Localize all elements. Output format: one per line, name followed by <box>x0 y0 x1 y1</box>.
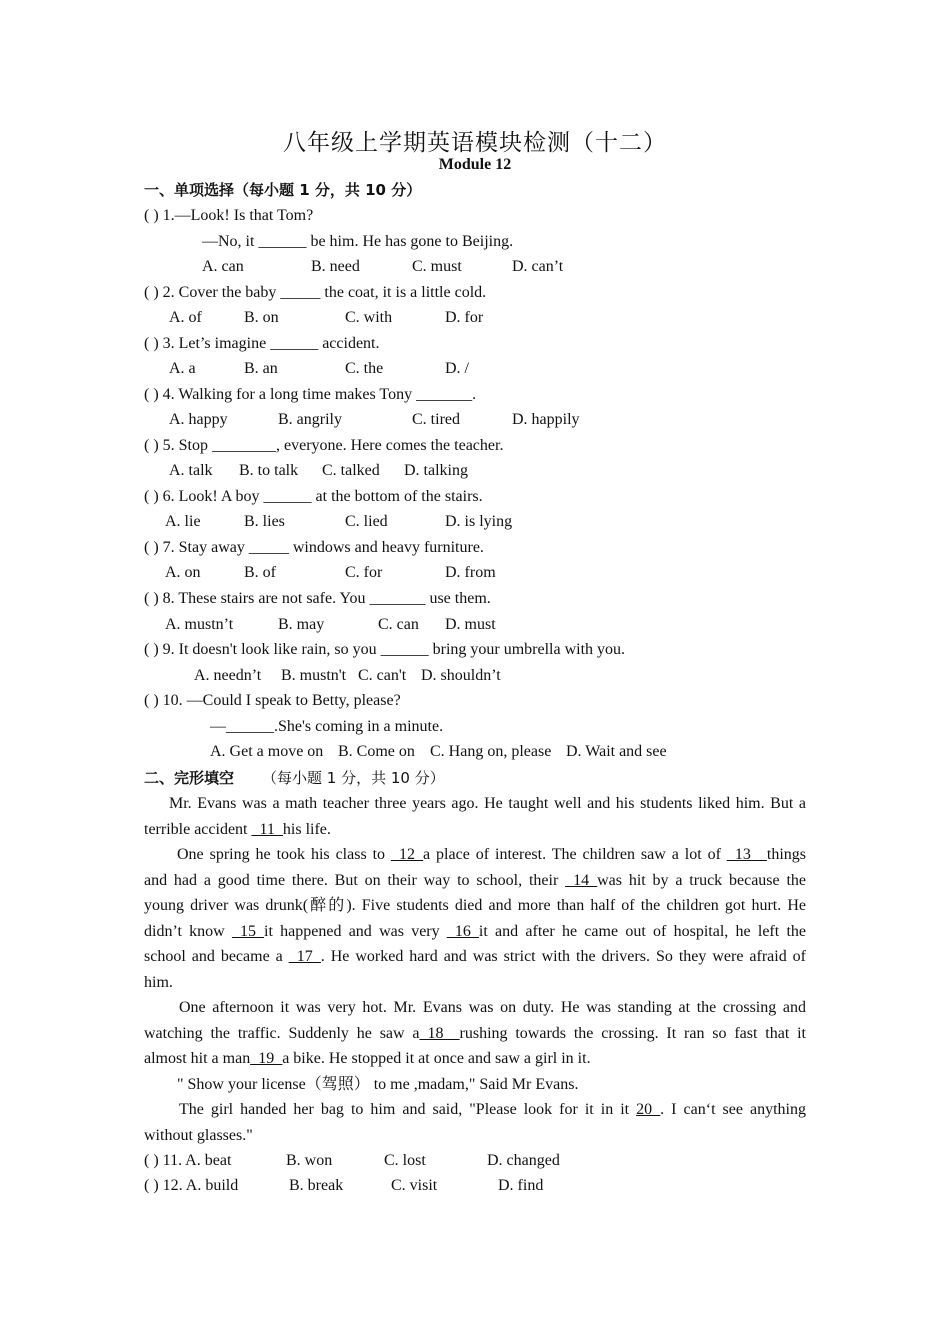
q12-option-b[interactable]: B. break <box>289 1177 344 1194</box>
q5-option-b[interactable]: B. to talk <box>239 462 299 479</box>
q2-option-a[interactable]: A. of <box>169 309 202 326</box>
blank-13[interactable]: _13__ <box>726 846 767 863</box>
question-6-stem: ( ) 6. Look! A boy ______ at the bottom of the stairs. <box>144 488 483 505</box>
q2-option-b[interactable]: B. on <box>244 309 279 326</box>
q11-option-d[interactable]: D. changed <box>487 1152 560 1169</box>
question-2-stem: ( ) 2. Cover the baby _____ the coat, it is a little cold. <box>144 284 487 301</box>
q6-option-a[interactable]: A. lie <box>165 513 201 530</box>
q8-option-d[interactable]: D. must <box>445 616 496 633</box>
passage-line: young driver was drunk(醉的). Five students died and more than half of the children got hurt. He <box>144 897 806 914</box>
q11-option-c[interactable]: C. lost <box>384 1152 426 1169</box>
blank-16[interactable]: _16_ <box>446 922 479 940</box>
q7-option-a[interactable]: A. on <box>165 564 201 581</box>
q10-option-d[interactable]: D. Wait and see <box>566 743 667 760</box>
q9-option-a[interactable]: A. needn’t <box>194 667 262 684</box>
page-title: 八年级上学期英语模块检测（十二） <box>283 130 667 156</box>
question-9-stem: ( ) 9. It doesn't look like rain, so you ______ bring your umbrella with you. <box>144 641 626 658</box>
q9-option-b[interactable]: B. mustn't <box>281 667 347 684</box>
q1-option-d[interactable]: D. can’t <box>512 258 564 275</box>
q11-option-b[interactable]: B. won <box>286 1152 333 1169</box>
blank-11[interactable]: _11_ <box>251 820 283 838</box>
passage-line: The girl handed her bag to him and said, "Please look for it in it 20_. I can‘t see anything <box>179 1101 806 1118</box>
blank-18[interactable]: _18__ <box>419 1024 460 1042</box>
q3-option-c[interactable]: C. the <box>345 360 384 377</box>
section2-heading: 二、完形填空 <box>144 769 235 787</box>
passage-line: " Show your license（驾照） to me ,madam," Said Mr Evans. <box>177 1075 579 1093</box>
blank-12[interactable]: _12_ <box>391 846 423 863</box>
question-1-stem2: —No, it ______ be him. He has gone to Beijing. <box>202 233 514 250</box>
q9-option-d[interactable]: D. shouldn’t <box>421 667 501 684</box>
passage-line: school and became a _17_. He worked hard and was strict with the drivers. So they were afraid of <box>144 948 807 965</box>
section1-heading: 一、单项选择（每小题 1 分，共 10 分） <box>144 181 422 199</box>
q8-option-b[interactable]: B. may <box>278 616 325 633</box>
passage-line: terrible accident _11_his life. <box>144 820 331 838</box>
q5-option-d[interactable]: D. talking <box>404 462 468 479</box>
question-4-stem: ( ) 4. Walking for a long time makes Tony _______. <box>144 386 477 403</box>
blank-20[interactable]: 20_ <box>636 1101 661 1118</box>
cloze-passage <box>144 791 806 1148</box>
q2-option-d[interactable]: D. for <box>445 309 484 326</box>
q3-option-d[interactable]: D. / <box>445 360 469 377</box>
question-8-stem: ( ) 8. These stairs are not safe. You _______ use them. <box>144 590 491 607</box>
q5-option-c[interactable]: C. talked <box>322 462 380 479</box>
passage-line: One spring he took his class to _12_a place of interest. The children saw a lot of _13__things <box>177 846 807 863</box>
q1-option-c[interactable]: C. must <box>412 258 462 275</box>
question-7-stem: ( ) 7. Stay away _____ windows and heavy furniture. <box>144 539 484 556</box>
q4-option-c[interactable]: C. tired <box>412 411 460 428</box>
q2-option-c[interactable]: C. with <box>345 309 393 326</box>
q6-option-d[interactable]: D. is lying <box>445 513 513 530</box>
question-12-stem: ( ) 12. A. build <box>144 1177 239 1194</box>
blank-19[interactable]: _19_ <box>250 1050 283 1067</box>
q12-option-d[interactable]: D. find <box>498 1177 544 1194</box>
q6-option-b[interactable]: B. lies <box>244 513 285 530</box>
passage-line: him. <box>144 973 173 991</box>
q4-option-d[interactable]: D. happily <box>512 411 580 428</box>
q7-option-c[interactable]: C. for <box>345 564 383 581</box>
question-11-stem: ( ) 11. A. beat <box>144 1152 232 1169</box>
q5-option-a[interactable]: A. talk <box>169 462 213 479</box>
q1-option-b[interactable]: B. need <box>311 258 360 275</box>
passage-line: Mr. Evans was a math teacher three years ago. He taught well and his students liked him. But a <box>169 795 806 812</box>
passage-line: and had a good time there. But on their way to school, their _14_was hit by a truck because the <box>144 871 806 889</box>
q10-option-c[interactable]: C. Hang on, please <box>430 743 552 760</box>
q1-option-a[interactable]: A. can <box>202 258 244 275</box>
question-5-stem: ( ) 5. Stop ________, everyone. Here comes the teacher. <box>144 437 504 454</box>
passage-line: almost hit a man_19_a bike. He stopped it at once and saw a girl in it. <box>144 1050 591 1067</box>
passage-line: watching the traffic. Suddenly he saw a_18__rushing towards the crossing. It ran so fast that it <box>144 1024 806 1042</box>
q3-option-a[interactable]: A. a <box>169 360 196 377</box>
question-10-stem: ( ) 10. —Could I speak to Betty, please? <box>144 692 401 709</box>
blank-17[interactable]: _17_ <box>288 948 321 965</box>
q8-option-c[interactable]: C. can <box>378 616 419 633</box>
blank-15[interactable]: _15_ <box>232 922 264 940</box>
question-10-stem2: —______.She's coming in a minute. <box>210 718 444 735</box>
question-1-stem: ( ) 1.—Look! Is that Tom? <box>144 207 314 224</box>
section2-note: （每小题 1 分，共 10 分） <box>262 769 445 787</box>
passage-line: didn’t know _15_it happened and was very _16_it and after he came out of hospital, he left the <box>144 922 807 940</box>
page-subtitle: Module 12 <box>438 156 512 173</box>
q4-option-a[interactable]: A. happy <box>169 411 228 428</box>
question-3-stem: ( ) 3. Let’s imagine ______ accident. <box>144 335 380 352</box>
q10-option-b[interactable]: B. Come on <box>338 743 415 760</box>
q8-option-a[interactable]: A. mustn’t <box>165 616 234 633</box>
q6-option-c[interactable]: C. lied <box>345 513 388 530</box>
q12-option-c[interactable]: C. visit <box>391 1177 438 1194</box>
q9-option-c[interactable]: C. can't <box>358 667 407 684</box>
passage-line: without glasses." <box>144 1126 253 1144</box>
q7-option-d[interactable]: D. from <box>445 564 496 581</box>
q4-option-b[interactable]: B. angrily <box>278 411 342 428</box>
blank-14[interactable]: _14_ <box>565 871 598 889</box>
q10-option-a[interactable]: A. Get a move on <box>210 743 324 760</box>
q7-option-b[interactable]: B. of <box>244 564 276 581</box>
q3-option-b[interactable]: B. an <box>244 360 278 377</box>
passage-line: One afternoon it was very hot. Mr. Evans was on duty. He was standing at the crossing and <box>179 999 806 1016</box>
